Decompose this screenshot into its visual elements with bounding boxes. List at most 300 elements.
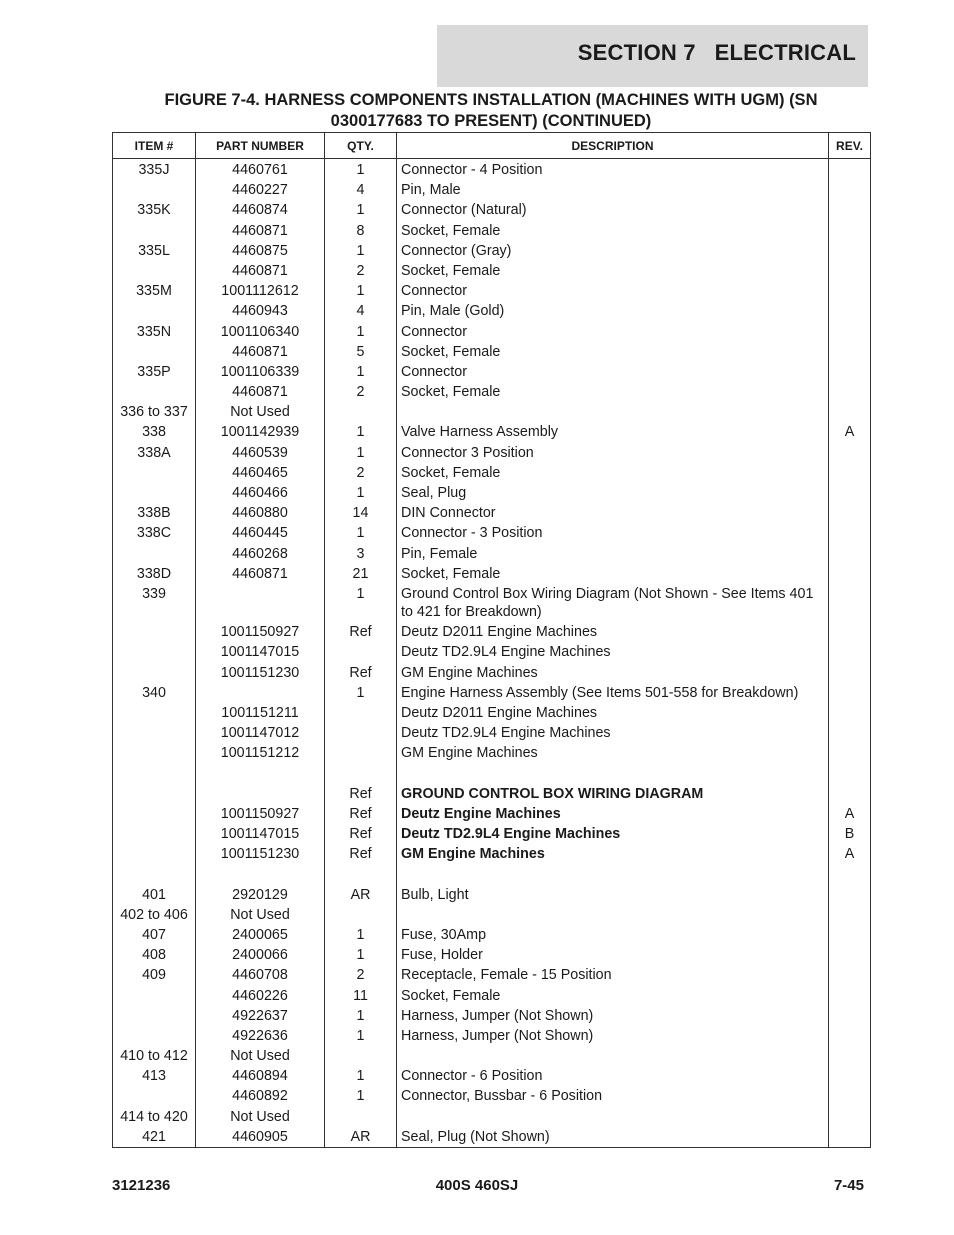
qty-cell: Ref <box>325 844 397 864</box>
item-cell <box>113 221 196 241</box>
qty-cell: 1 <box>325 945 397 965</box>
rev-cell <box>829 483 871 503</box>
rev-cell <box>829 221 871 241</box>
item-cell <box>113 342 196 362</box>
item-cell: 335P <box>113 362 196 382</box>
qty-cell: AR <box>325 1127 397 1148</box>
item-cell: 338 <box>113 422 196 442</box>
figure-title-line-1: FIGURE 7-4. HARNESS COMPONENTS INSTALLATION (MACHINES WITH UGM) (SN <box>164 91 818 109</box>
part-number-cell: 4460875 <box>196 241 325 261</box>
table-row <box>113 241 871 261</box>
rev-cell <box>829 241 871 261</box>
table-row <box>113 824 871 844</box>
description-cell: DIN Connector <box>397 503 829 523</box>
table-row <box>113 784 871 804</box>
qty-cell <box>325 723 397 743</box>
part-number-cell: 1001151211 <box>196 703 325 723</box>
table-row <box>113 342 871 362</box>
table-row <box>113 443 871 463</box>
description-cell: Harness, Jumper (Not Shown) <box>397 1026 829 1046</box>
table-row <box>113 1046 871 1066</box>
description-cell: Socket, Female <box>397 221 829 241</box>
part-number-cell: Not Used <box>196 402 325 422</box>
qty-cell: 11 <box>325 986 397 1006</box>
description-cell: Socket, Female <box>397 382 829 402</box>
description-cell: Socket, Female <box>397 986 829 1006</box>
rev-cell <box>829 925 871 945</box>
rev-cell <box>829 584 871 622</box>
qty-cell: 1 <box>325 1026 397 1046</box>
footer-model: 400S 460SJ <box>435 1177 519 1194</box>
item-cell <box>113 743 196 763</box>
qty-cell: 2 <box>325 463 397 483</box>
rev-cell <box>829 443 871 463</box>
qty-cell: Ref <box>325 663 397 683</box>
table-row <box>113 945 871 965</box>
description-cell: Pin, Male <box>397 180 829 200</box>
part-number-cell: 4460871 <box>196 261 325 281</box>
item-cell: 335M <box>113 281 196 301</box>
item-cell: 407 <box>113 925 196 945</box>
qty-cell: 1 <box>325 281 397 301</box>
qty-cell: 1 <box>325 683 397 703</box>
part-number-cell: 4460227 <box>196 180 325 200</box>
part-number-cell: 4460445 <box>196 523 325 543</box>
column-header-qty: QTY. <box>325 133 397 159</box>
figure-title-line-2: 0300177683 TO PRESENT) (CONTINUED) <box>330 112 652 130</box>
rev-cell <box>829 1046 871 1066</box>
description-cell: Ground Control Box Wiring Diagram (Not Shown - See Items 401 to 421 for Breakdown) <box>397 584 829 622</box>
part-number-cell: 4460871 <box>196 564 325 584</box>
table-row <box>113 281 871 301</box>
description-cell: Connector - 4 Position <box>397 159 829 181</box>
footer-document-number: 3121236 <box>112 1177 171 1194</box>
column-header-rev: REV. <box>829 133 871 159</box>
rev-cell <box>829 1127 871 1148</box>
item-cell: 338A <box>113 443 196 463</box>
description-cell: Connector <box>397 281 829 301</box>
section-banner <box>437 25 868 87</box>
rev-cell <box>829 1066 871 1086</box>
qty-cell: 1 <box>325 241 397 261</box>
rev-cell <box>829 763 871 783</box>
table-row <box>113 221 871 241</box>
qty-cell: 4 <box>325 180 397 200</box>
item-cell <box>113 483 196 503</box>
description-cell: Deutz D2011 Engine Machines <box>397 703 829 723</box>
qty-cell: 1 <box>325 443 397 463</box>
part-number-cell: 1001150927 <box>196 622 325 642</box>
rev-cell <box>829 281 871 301</box>
qty-cell: 1 <box>325 1086 397 1106</box>
item-cell: 338B <box>113 503 196 523</box>
item-cell: 335L <box>113 241 196 261</box>
table-row <box>113 925 871 945</box>
rev-cell <box>829 362 871 382</box>
item-cell: 408 <box>113 945 196 965</box>
qty-cell: 2 <box>325 261 397 281</box>
rev-cell <box>829 1006 871 1026</box>
qty-cell: Ref <box>325 804 397 824</box>
item-cell <box>113 986 196 1006</box>
description-cell <box>397 1046 829 1066</box>
item-cell: 339 <box>113 584 196 622</box>
qty-cell: 1 <box>325 523 397 543</box>
qty-cell: 1 <box>325 584 397 622</box>
table-row <box>113 584 871 622</box>
table-row <box>113 382 871 402</box>
description-cell: Socket, Female <box>397 342 829 362</box>
column-header-description: DESCRIPTION <box>397 133 829 159</box>
table-row <box>113 986 871 1006</box>
qty-cell: Ref <box>325 622 397 642</box>
item-cell <box>113 864 196 884</box>
rev-cell <box>829 544 871 564</box>
rev-cell <box>829 503 871 523</box>
rev-cell: B <box>829 824 871 844</box>
description-cell <box>397 905 829 925</box>
description-cell <box>397 763 829 783</box>
part-number-cell: 1001147015 <box>196 642 325 662</box>
description-cell: GROUND CONTROL BOX WIRING DIAGRAM <box>397 784 829 804</box>
table-row <box>113 301 871 321</box>
table-row <box>113 885 871 905</box>
description-cell <box>397 1107 829 1127</box>
figure-title <box>112 90 870 132</box>
rev-cell <box>829 523 871 543</box>
table-row <box>113 483 871 503</box>
table-row <box>113 200 871 220</box>
item-cell <box>113 382 196 402</box>
description-cell: Pin, Male (Gold) <box>397 301 829 321</box>
rev-cell <box>829 322 871 342</box>
part-number-cell: 4460871 <box>196 342 325 362</box>
rev-cell <box>829 261 871 281</box>
description-cell: Connector 3 Position <box>397 443 829 463</box>
qty-cell <box>325 703 397 723</box>
qty-cell: 21 <box>325 564 397 584</box>
description-cell: Connector - 3 Position <box>397 523 829 543</box>
part-number-cell <box>196 784 325 804</box>
part-number-cell: 4460539 <box>196 443 325 463</box>
description-cell: Connector <box>397 362 829 382</box>
description-cell: Harness, Jumper (Not Shown) <box>397 1006 829 1026</box>
description-cell: Socket, Female <box>397 564 829 584</box>
qty-cell <box>325 763 397 783</box>
qty-cell: 4 <box>325 301 397 321</box>
rev-cell <box>829 663 871 683</box>
qty-cell: 1 <box>325 1006 397 1026</box>
qty-cell: 1 <box>325 362 397 382</box>
item-cell <box>113 544 196 564</box>
qty-cell: 1 <box>325 483 397 503</box>
item-cell: 340 <box>113 683 196 703</box>
item-cell <box>113 723 196 743</box>
table-row <box>113 1086 871 1106</box>
part-number-cell: 4460465 <box>196 463 325 483</box>
item-cell <box>113 463 196 483</box>
part-number-cell <box>196 683 325 703</box>
rev-cell <box>829 382 871 402</box>
qty-cell: 2 <box>325 382 397 402</box>
qty-cell: 1 <box>325 322 397 342</box>
rev-cell <box>829 885 871 905</box>
table-row <box>113 544 871 564</box>
table-row <box>113 261 871 281</box>
column-header-item: ITEM # <box>113 133 196 159</box>
item-cell: 409 <box>113 965 196 985</box>
qty-cell: 1 <box>325 422 397 442</box>
table-row <box>113 564 871 584</box>
item-cell <box>113 824 196 844</box>
rev-cell <box>829 622 871 642</box>
item-cell: 402 to 406 <box>113 905 196 925</box>
part-number-cell <box>196 864 325 884</box>
item-cell: 410 to 412 <box>113 1046 196 1066</box>
part-number-cell: 4460905 <box>196 1127 325 1148</box>
item-cell: 414 to 420 <box>113 1107 196 1127</box>
part-number-cell: 4460871 <box>196 382 325 402</box>
part-number-cell: 4460943 <box>196 301 325 321</box>
part-number-cell: 2400065 <box>196 925 325 945</box>
qty-cell <box>325 642 397 662</box>
table-row <box>113 1006 871 1026</box>
description-cell: Pin, Female <box>397 544 829 564</box>
qty-cell: 2 <box>325 965 397 985</box>
description-cell: Socket, Female <box>397 261 829 281</box>
table-row <box>113 180 871 200</box>
rev-cell <box>829 864 871 884</box>
part-number-cell: 4460708 <box>196 965 325 985</box>
part-number-cell: 1001106339 <box>196 362 325 382</box>
parts-table-body <box>113 159 871 1148</box>
table-row <box>113 463 871 483</box>
item-cell <box>113 784 196 804</box>
part-number-cell: 4460761 <box>196 159 325 181</box>
description-cell: Deutz Engine Machines <box>397 804 829 824</box>
qty-cell: 3 <box>325 544 397 564</box>
part-number-cell <box>196 584 325 622</box>
item-cell <box>113 703 196 723</box>
table-row <box>113 905 871 925</box>
part-number-cell: 2920129 <box>196 885 325 905</box>
item-cell <box>113 844 196 864</box>
table-row <box>113 844 871 864</box>
item-cell: 338D <box>113 564 196 584</box>
description-cell <box>397 402 829 422</box>
part-number-cell: 4460466 <box>196 483 325 503</box>
rev-cell <box>829 180 871 200</box>
part-number-cell: 1001151230 <box>196 663 325 683</box>
table-row <box>113 1066 871 1086</box>
rev-cell <box>829 1107 871 1127</box>
rev-cell <box>829 564 871 584</box>
item-cell <box>113 642 196 662</box>
description-cell: Connector, Bussbar - 6 Position <box>397 1086 829 1106</box>
rev-cell <box>829 1086 871 1106</box>
table-row <box>113 503 871 523</box>
part-number-cell: 1001112612 <box>196 281 325 301</box>
rev-cell <box>829 463 871 483</box>
item-cell: 338C <box>113 523 196 543</box>
item-cell <box>113 622 196 642</box>
rev-cell <box>829 986 871 1006</box>
part-number-cell: 1001142939 <box>196 422 325 442</box>
item-cell <box>113 663 196 683</box>
part-number-cell: 4460268 <box>196 544 325 564</box>
rev-cell <box>829 784 871 804</box>
table-row <box>113 1107 871 1127</box>
part-number-cell: 1001151230 <box>196 844 325 864</box>
rev-cell <box>829 703 871 723</box>
part-number-cell <box>196 763 325 783</box>
item-cell <box>113 301 196 321</box>
qty-cell: 1 <box>325 159 397 181</box>
rev-cell <box>829 723 871 743</box>
item-cell <box>113 1026 196 1046</box>
item-cell <box>113 1086 196 1106</box>
qty-cell: 1 <box>325 925 397 945</box>
part-number-cell: 1001147015 <box>196 824 325 844</box>
part-number-cell: 4460226 <box>196 986 325 1006</box>
table-row <box>113 1026 871 1046</box>
table-row <box>113 362 871 382</box>
qty-cell <box>325 864 397 884</box>
rev-cell <box>829 1026 871 1046</box>
description-cell: Deutz D2011 Engine Machines <box>397 622 829 642</box>
description-cell: Deutz TD2.9L4 Engine Machines <box>397 824 829 844</box>
item-cell <box>113 180 196 200</box>
part-number-cell: 1001150927 <box>196 804 325 824</box>
item-cell <box>113 1006 196 1026</box>
item-cell: 335N <box>113 322 196 342</box>
description-cell: Connector (Gray) <box>397 241 829 261</box>
table-row <box>113 804 871 824</box>
qty-cell <box>325 905 397 925</box>
table-row <box>113 642 871 662</box>
item-cell: 335K <box>113 200 196 220</box>
qty-cell: 1 <box>325 1066 397 1086</box>
table-row <box>113 422 871 442</box>
qty-cell: 14 <box>325 503 397 523</box>
description-cell: Connector - 6 Position <box>397 1066 829 1086</box>
description-cell: Fuse, 30Amp <box>397 925 829 945</box>
part-number-cell: 4460874 <box>196 200 325 220</box>
rev-cell <box>829 965 871 985</box>
qty-cell <box>325 1107 397 1127</box>
part-number-cell: 1001147012 <box>196 723 325 743</box>
table-row <box>113 159 871 181</box>
part-number-cell: 4460880 <box>196 503 325 523</box>
table-row <box>113 723 871 743</box>
rev-cell <box>829 905 871 925</box>
table-row <box>113 523 871 543</box>
rev-cell <box>829 342 871 362</box>
table-row <box>113 703 871 723</box>
rev-cell: A <box>829 422 871 442</box>
description-cell: Socket, Female <box>397 463 829 483</box>
item-cell <box>113 804 196 824</box>
description-cell: Deutz TD2.9L4 Engine Machines <box>397 723 829 743</box>
rev-cell <box>829 301 871 321</box>
table-row <box>113 663 871 683</box>
part-number-cell: 4460871 <box>196 221 325 241</box>
rev-cell <box>829 743 871 763</box>
part-number-cell: 1001151212 <box>196 743 325 763</box>
description-cell: Seal, Plug <box>397 483 829 503</box>
description-cell: Connector <box>397 322 829 342</box>
part-number-cell: 2400066 <box>196 945 325 965</box>
rev-cell <box>829 159 871 181</box>
part-number-cell: Not Used <box>196 1107 325 1127</box>
part-number-cell: 4922637 <box>196 1006 325 1026</box>
item-cell: 335J <box>113 159 196 181</box>
qty-cell <box>325 1046 397 1066</box>
part-number-cell: 1001106340 <box>196 322 325 342</box>
qty-cell: 5 <box>325 342 397 362</box>
description-cell: GM Engine Machines <box>397 743 829 763</box>
item-cell: 421 <box>113 1127 196 1148</box>
column-header-part-number: PART NUMBER <box>196 133 325 159</box>
qty-cell: AR <box>325 885 397 905</box>
description-cell: Engine Harness Assembly (See Items 501-558 for Breakdown) <box>397 683 829 703</box>
description-cell <box>397 864 829 884</box>
table-header-row <box>113 133 871 159</box>
description-cell: Receptacle, Female - 15 Position <box>397 965 829 985</box>
rev-cell <box>829 945 871 965</box>
parts-table <box>112 132 871 1148</box>
qty-cell: Ref <box>325 784 397 804</box>
qty-cell: 1 <box>325 200 397 220</box>
table-row <box>113 322 871 342</box>
part-number-cell: Not Used <box>196 1046 325 1066</box>
rev-cell <box>829 402 871 422</box>
rev-cell <box>829 200 871 220</box>
rev-cell <box>829 683 871 703</box>
item-cell <box>113 763 196 783</box>
qty-cell <box>325 743 397 763</box>
table-row <box>113 965 871 985</box>
item-cell: 413 <box>113 1066 196 1086</box>
description-cell: Deutz TD2.9L4 Engine Machines <box>397 642 829 662</box>
table-row <box>113 683 871 703</box>
description-cell: GM Engine Machines <box>397 663 829 683</box>
qty-cell: Ref <box>325 824 397 844</box>
part-number-cell: Not Used <box>196 905 325 925</box>
item-cell: 401 <box>113 885 196 905</box>
rev-cell <box>829 642 871 662</box>
description-cell: Connector (Natural) <box>397 200 829 220</box>
section-title: SECTION 7 ELECTRICAL <box>577 40 856 65</box>
rev-cell: A <box>829 844 871 864</box>
description-cell: Bulb, Light <box>397 885 829 905</box>
rev-cell: A <box>829 804 871 824</box>
table-row <box>113 763 871 783</box>
table-row <box>113 864 871 884</box>
description-cell: Valve Harness Assembly <box>397 422 829 442</box>
qty-cell: 8 <box>325 221 397 241</box>
table-row <box>113 402 871 422</box>
part-number-cell: 4460894 <box>196 1066 325 1086</box>
item-cell <box>113 261 196 281</box>
part-number-cell: 4460892 <box>196 1086 325 1106</box>
table-row <box>113 743 871 763</box>
description-cell: Fuse, Holder <box>397 945 829 965</box>
qty-cell <box>325 402 397 422</box>
item-cell: 336 to 337 <box>113 402 196 422</box>
table-row <box>113 1127 871 1148</box>
description-cell: Seal, Plug (Not Shown) <box>397 1127 829 1148</box>
